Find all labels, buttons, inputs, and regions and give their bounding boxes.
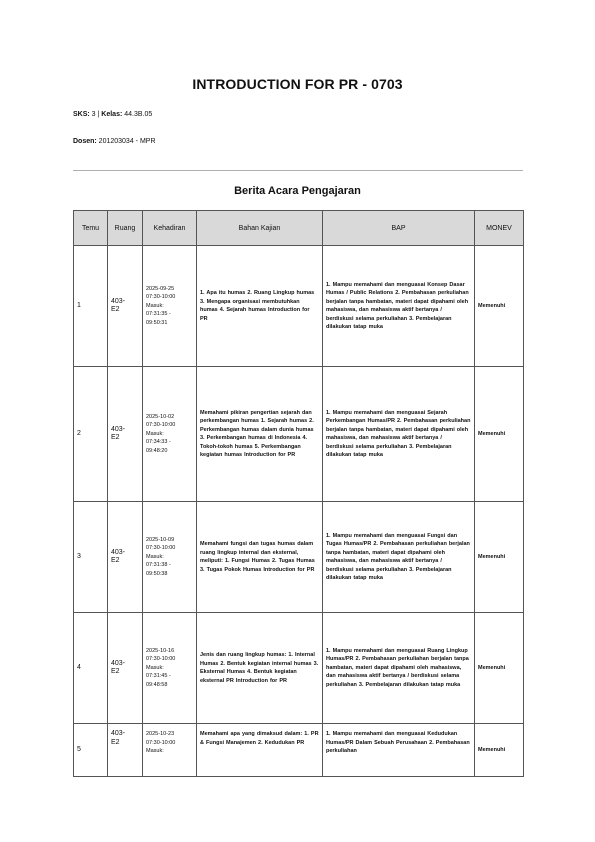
cell-ruang (108, 246, 143, 367)
ruang-line: E2 (111, 434, 120, 441)
cell-bahan-kajian: Memahami apa yang dimaksud dalam: 1. PR & Fungsi Manajemen 2. Kedudukan PR (197, 724, 323, 777)
cell-bap: 1. Mampu memahami dan menguasai Kedudukan Humas/PR Dalam Sebuah Perusahaan 2. Pembahasan perkuliahan (323, 724, 475, 777)
header-bahan-kajian: Bahan Kajian (197, 211, 323, 246)
ruang-line: E2 (111, 306, 120, 313)
ruang-line: 403- (111, 659, 126, 667)
cell-temu: 5 (74, 724, 108, 777)
table-row (74, 246, 524, 367)
ruang-line: 403- (111, 730, 126, 737)
kehadiran-line: 2025-10-02 (146, 413, 175, 420)
cell-kehadiran (143, 724, 197, 777)
kehadiran-line: 2025-10-16 (146, 647, 175, 654)
header-ruang: Ruang (108, 211, 143, 246)
kehadiran-line: 2025-10-23 (146, 731, 175, 737)
teaching-record-table (73, 210, 524, 777)
cell-bap: 1. Mampu memahami dan menguasai Ruang Lingkup Humas/PR 2. Pembahasan perkuliahan berjalan tanpa hambatan, materi dapat dipahami oleh mahasiswa, dan mahasiswa aktif bertanya / berdiskusi selama perkuliahan 3. Pembelajaran dilakukan tatap muka (323, 613, 475, 724)
cell-temu: 4 (74, 613, 108, 724)
header-monev: MONEV (475, 211, 524, 246)
cell-temu: 2 (74, 367, 108, 502)
cell-ruang (108, 724, 143, 777)
document-title: INTRODUCTION FOR PR - 0703 (192, 76, 403, 92)
cell-ruang (108, 613, 143, 724)
course-meta (73, 111, 152, 118)
kehadiran-line: Masuk: (146, 748, 164, 754)
table-row (74, 502, 524, 613)
kehadiran-line: 07:34:33 - (146, 439, 171, 446)
kehadiran-line: 2025-10-09 (146, 536, 175, 543)
cell-bap: 1. Mampu memahami dan menguasai Konsep Dasar Humas / Public Relations 2. Pembahasan perkuliahan berjalan tanpa hambatan, materi dapat dipahami oleh mahasiswa, dan mahasiswa aktif bertanya / berdiskusi selama perkuliahan 3. Pembelajaran dilakukan tatap muka (323, 246, 475, 367)
kehadiran-line: 07:31:38 - (146, 562, 171, 569)
table-row (74, 613, 524, 724)
kehadiran-line: 07:30-10:00 (146, 422, 176, 429)
sks-value: 3 | (89, 111, 102, 118)
ruang-line: 403- (111, 548, 126, 556)
cell-monev: Memenuhi (475, 502, 524, 613)
ruang-line: 403- (111, 425, 126, 433)
cell-bahan-kajian: Memahami fungsi dan tugas humas dalam ruang lingkup internal dan eksternal, meliputi: 1. Fungsi Humas 2. Tugas Humas 3. Tugas Pokok Humas Introduction for PR (197, 502, 323, 613)
lecturer-meta (73, 138, 156, 145)
kelas-label: Kelas: (101, 111, 123, 118)
table-row (74, 724, 524, 777)
header-bap: BAP (323, 211, 475, 246)
kehadiran-line: 07:31:45 - (146, 673, 171, 680)
table-header-row (74, 211, 524, 246)
kehadiran-line: 07:31:35 - (146, 311, 171, 318)
cell-bahan-kajian: 1. Apa itu humas 2. Ruang Lingkup humas 3. Mengapa organisasi membutuhkan humas 4. Sejarah humas Introduction for PR (197, 246, 323, 367)
kelas-value: 44.3B.05 (122, 111, 153, 118)
dosen-value: 201203034 - MPR (96, 138, 156, 145)
kehadiran-line: Masuk: (146, 664, 164, 671)
ruang-line: E2 (111, 557, 120, 564)
ruang-line: E2 (111, 738, 120, 746)
cell-monev: Memenuhi (475, 246, 524, 367)
cell-kehadiran (143, 246, 197, 367)
kehadiran-line: 09:50:38 (146, 570, 168, 577)
kehadiran-line: 07:30-10:00 (146, 739, 176, 746)
cell-monev: Memenuhi (475, 724, 524, 777)
cell-bap: 1. Mampu memahami dan menguasai Sejarah Perkembangan Humas/PR 2. Pembahasan perkuliahan berjalan tanpa hambatan, materi dapat dipahami oleh mahasiswa, dan mahasiswa aktif bertanya / berdiskusi selama perkuliahan 3. Pembelajaran dilakukan tatap muka (323, 367, 475, 502)
section-divider (73, 170, 523, 171)
cell-ruang (108, 367, 143, 502)
kehadiran-line: 07:30-10:00 (146, 545, 176, 552)
kehadiran-line: Masuk: (146, 430, 164, 437)
kehadiran-line: 09:50:31 (146, 319, 168, 326)
ruang-line: E2 (111, 668, 120, 675)
cell-monev: Memenuhi (475, 367, 524, 502)
ruang-line: 403- (111, 297, 126, 305)
kehadiran-line: 09:48:20 (146, 447, 168, 454)
cell-bap: 1. Mampu memahami dan menguasai Fungsi dan Tugas Humas/PR 2. Pembahasan perkuliahan berjalan tanpa hambatan, materi dapat dipahami oleh mahasiswa, dan mahasiswa aktif bertanya / berdiskusi selama perkuliahan 3. Pembelajaran dilakukan tatap muka (323, 502, 475, 613)
kehadiran-line: 09:48:58 (146, 681, 168, 688)
kehadiran-line: 07:30-10:00 (146, 294, 176, 301)
dosen-label: Dosen: (73, 138, 97, 145)
section-title: Berita Acara Pengajaran (234, 185, 361, 197)
header-kehadiran: Kehadiran (143, 211, 197, 246)
header-temu: Temu (74, 211, 108, 246)
cell-bahan-kajian: Memahami pikiran pengertian sejarah dan perkembangan humas 1. Sejarah humas 2. Perkembangan humas dalam dunia humas 3. Perkembangan humas di Indonesia 4. Tokoh-tokoh humas 5. Perkembangan kegiatan humas Introduction for PR (197, 367, 323, 502)
kehadiran-line: Masuk: (146, 553, 164, 560)
cell-temu: 3 (74, 502, 108, 613)
cell-kehadiran (143, 367, 197, 502)
cell-kehadiran (143, 502, 197, 613)
cell-ruang (108, 502, 143, 613)
table-row (74, 367, 524, 502)
cell-monev: Memenuhi (475, 613, 524, 724)
kehadiran-line: Masuk: (146, 302, 164, 309)
cell-bahan-kajian: Jenis dan ruang lingkup humas: 1. Internal Humas 2. Bentuk kegiatan internal humas 3. Eksternal Humas 4. Bentuk kegiatan eksternal PR Introduction for PR (197, 613, 323, 724)
sks-label: SKS: (73, 111, 90, 118)
kehadiran-line: 2025-09-25 (146, 285, 175, 292)
kehadiran-line: 07:30-10:00 (146, 656, 176, 663)
cell-temu: 1 (74, 246, 108, 367)
cell-kehadiran (143, 613, 197, 724)
